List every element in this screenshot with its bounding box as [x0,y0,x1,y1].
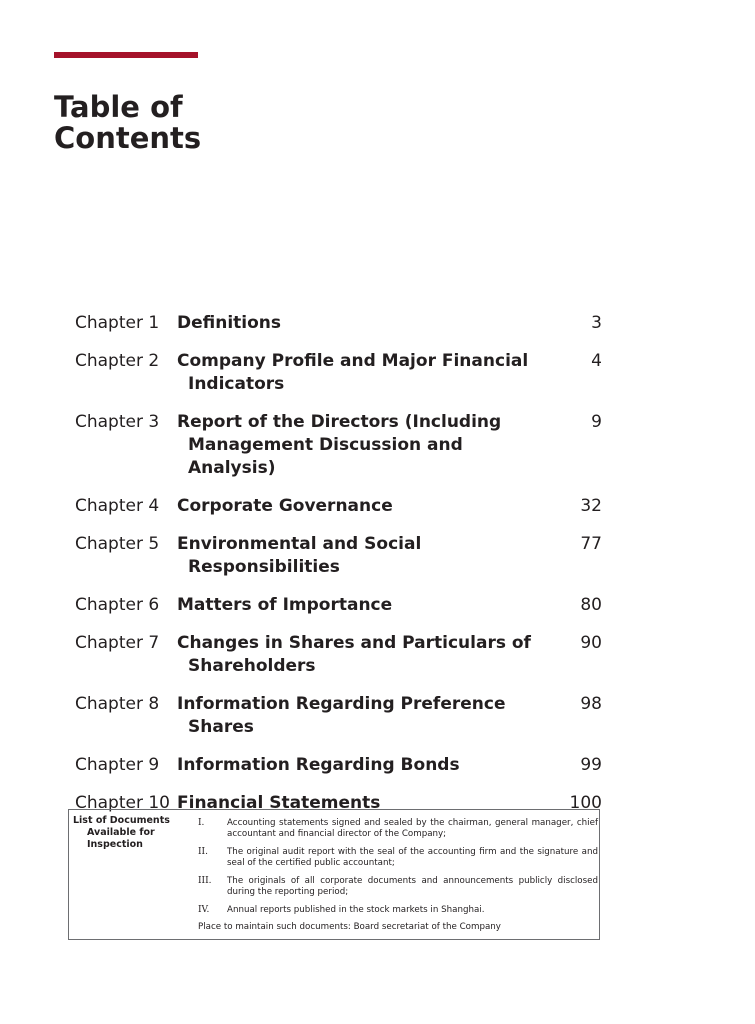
documents-for-inspection-box [68,809,600,940]
documents-list [198,818,598,933]
documents-list-item [198,876,598,898]
toc-chapter-title[interactable]: Corporate Governance [177,496,393,516]
toc-chapter-title[interactable]: Report of the Directors (Including Management Discussion and Analysis) [177,412,502,478]
table-of-contents [75,312,602,830]
toc-chapter-label: Chapter 7 [75,633,160,653]
documents-item-text: The originals of all corporate documents and announcements publicly disclosed during the reporting period; [227,876,598,897]
documents-heading-line-1: List of Documents [73,815,170,826]
toc-chapter-label: Chapter 2 [75,351,160,371]
toc-page-number: 99 [580,755,602,775]
documents-item-number: IV. [198,905,210,915]
toc-chapter-title[interactable]: Matters of Importance [177,595,393,615]
toc-page-number: 32 [580,496,602,516]
toc-entry-chapter-3[interactable] [75,411,602,480]
documents-item-text: Annual reports published in the stock markets in Shanghai. [227,905,485,915]
page-title-line-1: Table of [54,90,183,124]
toc-chapter-title[interactable]: Changes in Shares and Particulars of Shareholders [177,633,531,676]
toc-chapter-label: Chapter 1 [75,313,160,333]
toc-entry-chapter-9[interactable] [75,754,602,777]
documents-heading [73,815,181,851]
documents-item-text: Accounting statements signed and sealed by the chairman, general manager, chief accountant and financial director of the Company; [227,818,598,839]
toc-chapter-label: Chapter 6 [75,595,160,615]
toc-entry-chapter-4[interactable] [75,495,602,518]
documents-list-item [198,847,598,869]
documents-storage-place: Place to maintain such documents: Board secretariat of the Company [198,922,501,932]
toc-chapter-title[interactable]: Definitions [177,313,282,333]
toc-chapter-label: Chapter 4 [75,496,160,516]
toc-page-number: 100 [569,793,602,813]
toc-chapter-label: Chapter 9 [75,755,160,775]
toc-chapter-title[interactable]: Information Regarding Bonds [177,755,460,775]
toc-entry-chapter-6[interactable] [75,594,602,617]
documents-item-number: III. [198,876,212,886]
toc-page-number: 80 [580,595,602,615]
toc-chapter-label: Chapter 10 [75,793,171,813]
toc-page-number: 3 [591,313,602,333]
toc-entry-chapter-5[interactable] [75,533,602,579]
toc-chapter-title[interactable]: Company Profile and Major Financial Indicators [177,351,529,394]
toc-page-number: 9 [591,412,602,432]
documents-list-item [198,818,598,840]
toc-chapter-label: Chapter 5 [75,534,160,554]
documents-item-text: The original audit report with the seal of the accounting firm and the signature and seal of the certified public accountant; [227,847,598,868]
toc-chapter-label: Chapter 3 [75,412,160,432]
toc-page-number: 77 [580,534,602,554]
toc-page-number: 98 [580,694,602,714]
toc-page-number: 90 [580,633,602,653]
accent-bar [54,52,198,58]
toc-chapter-title[interactable]: Information Regarding Preference Shares [177,694,506,737]
page-title-line-2: Contents [54,121,202,155]
toc-chapter-title[interactable]: Financial Statements [177,793,381,813]
toc-entry-chapter-1[interactable] [75,312,602,335]
documents-item-number: II. [198,847,208,857]
page-title [54,92,201,154]
toc-entry-chapter-7[interactable] [75,632,602,678]
documents-heading-line-3: Inspection [87,839,143,850]
toc-entry-chapter-2[interactable] [75,350,602,396]
documents-item-number: I. [198,818,205,828]
toc-page-number: 4 [591,351,602,371]
toc-chapter-label: Chapter 8 [75,694,160,714]
documents-list-item [198,905,598,916]
toc-entry-chapter-8[interactable] [75,693,602,739]
documents-heading-line-2: Available for [87,827,155,838]
toc-chapter-title[interactable]: Environmental and Social Responsibilities [177,534,422,577]
